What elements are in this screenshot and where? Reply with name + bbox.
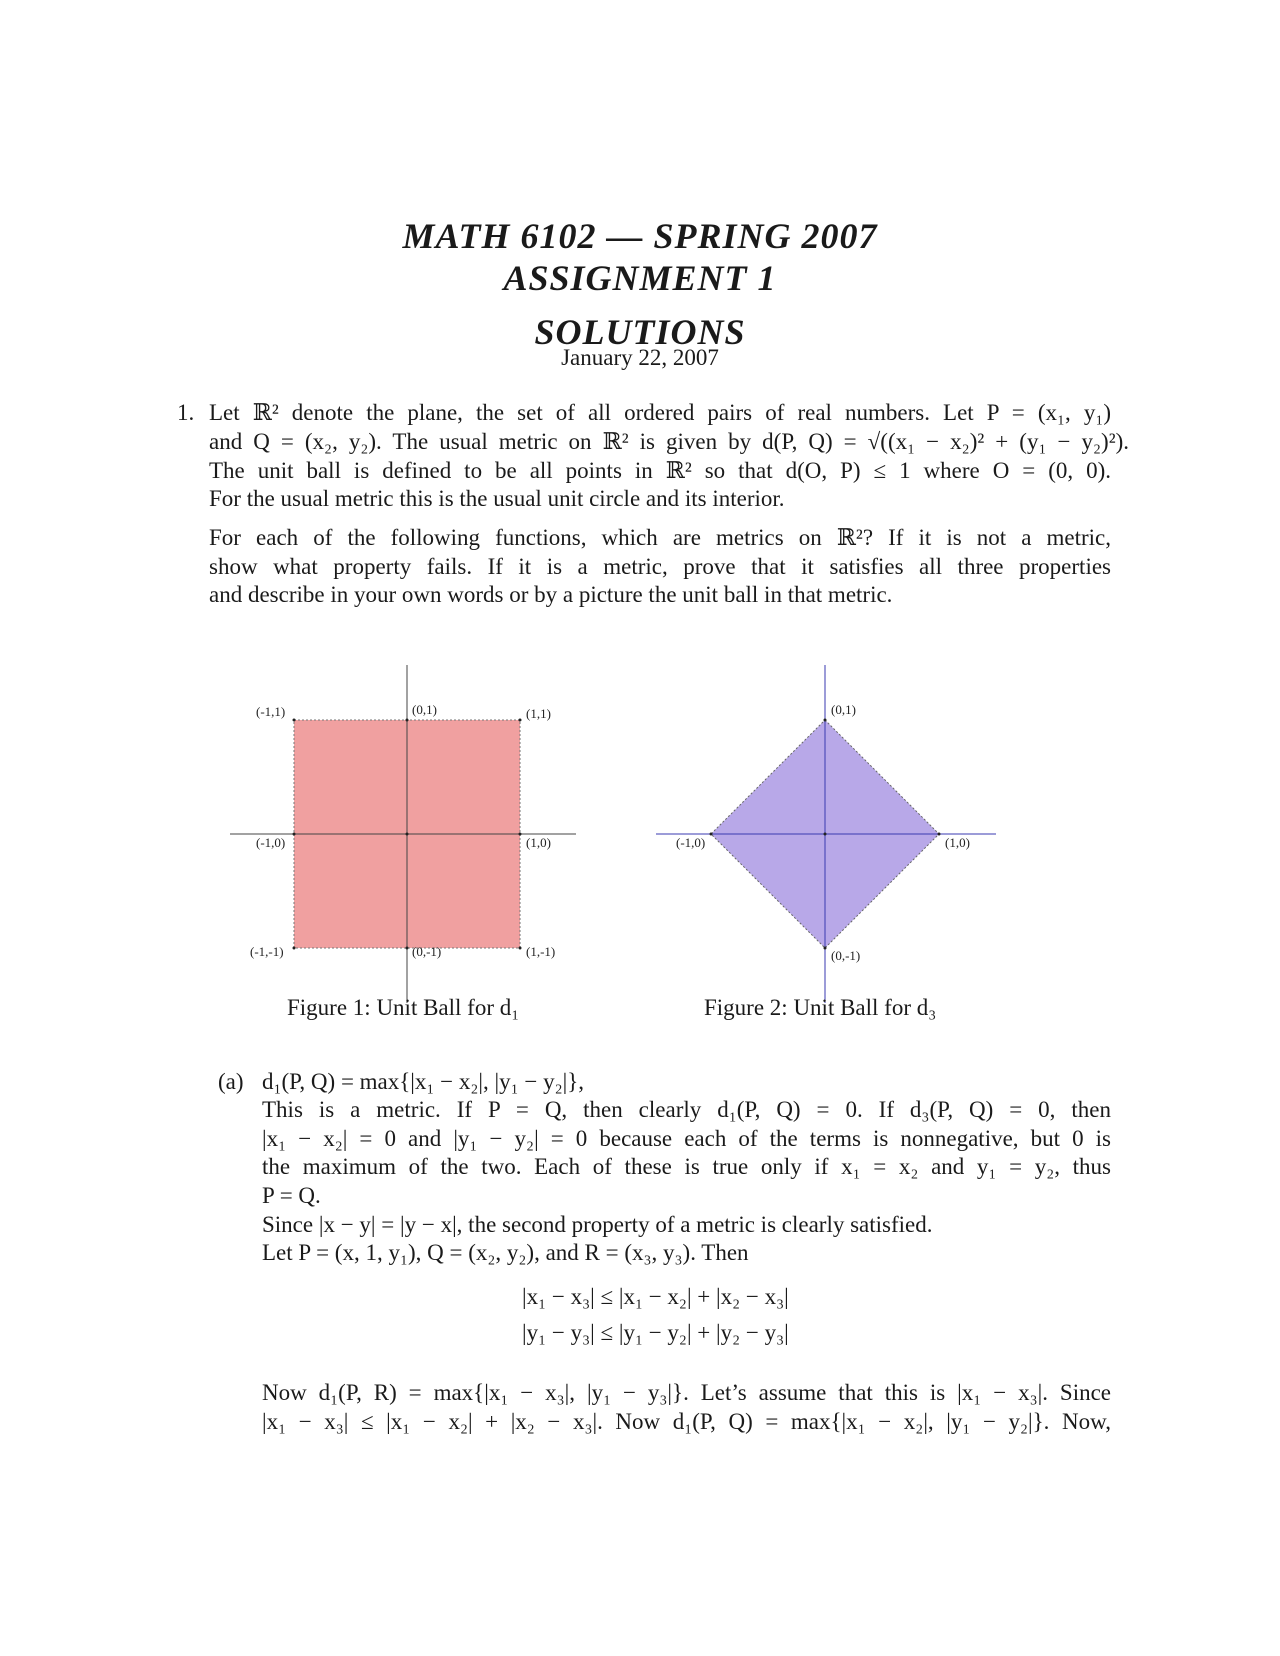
problem-number: 1. [177, 400, 195, 425]
label-1-1: (1,1) [526, 706, 551, 721]
part-a-line-5: Since |x − y| = |y − x|, the second property of a metric is clearly satisfied. [262, 1212, 933, 1237]
task-line-2: show what property fails. If it is a metric, prove that it satisfies all three properties [209, 554, 1111, 579]
part-a-line-3: the maximum of the two. Each of these is true only if x₁ = x₂ and y₁ = y₂, thus [262, 1154, 1111, 1179]
title-assignment: ASSIGNMENT 1 [503, 258, 777, 298]
label-neg1-neg1: (-1,-1) [250, 944, 284, 959]
part-a-line-6: Let P = (x, 1, y₁), Q = (x₂, y₂), and R = (x₃, y₃). Then [262, 1240, 749, 1265]
figure-1-unit-ball-square [230, 660, 590, 1005]
title-solutions: SOLUTIONS [534, 312, 746, 352]
label-1-neg1: (1,-1) [526, 944, 556, 959]
label-0-neg1: (0,-1) [412, 944, 442, 959]
task-line-1: For each of the following functions, which are metrics on ℝ²? If it is not a metric, [209, 525, 1111, 550]
label-0-1: (0,1) [412, 702, 437, 717]
label-1-0: (1,0) [526, 835, 551, 850]
part-a-definition: d₁(P, Q) = max{|x₁ − x₂|, |y₁ − y₂|}, [262, 1069, 585, 1094]
task-line-3: and describe in your own words or by a picture the unit ball in that metric. [209, 582, 893, 607]
label-neg1-0: (-1,0) [676, 835, 706, 850]
part-a-after-line-2: |x₁ − x₃| ≤ |x₁ − x₂| + |x₂ − x₃|. Now d₁(P, Q) = max{|x₁ − x₂|, |y₁ − y₂|}. Now, [262, 1409, 1111, 1434]
part-a-line-4: P = Q. [262, 1183, 321, 1208]
label-1-0: (1,0) [945, 835, 970, 850]
figure-2-caption: Figure 2: Unit Ball for d₃ [704, 995, 937, 1020]
label-neg1-1: (-1,1) [256, 704, 286, 719]
title-course: MATH 6102 — SPRING 2007 [402, 216, 878, 256]
part-a-line-2: |x₁ − x₂| = 0 and |y₁ − y₂| = 0 because each of the terms is nonnegative, but 0 is [262, 1126, 1111, 1151]
part-a-label: (a) [218, 1069, 244, 1094]
part-a-after-line-1: Now d₁(P, R) = max{|x₁ − x₃|, |y₁ − y₃|}. Let’s assume that this is |x₁ − x₃|. Since [262, 1380, 1111, 1405]
date: January 22, 2007 [561, 345, 719, 370]
label-neg1-0: (-1,0) [256, 835, 286, 850]
intro-line-4: For the usual metric this is the usual unit circle and its interior. [209, 486, 785, 511]
label-0-neg1: (0,-1) [831, 948, 861, 963]
label-0-1: (0,1) [831, 702, 856, 717]
intro-line-3: The unit ball is defined to be all points in ℝ² so that d(O, P) ≤ 1 where O = (0, 0). [209, 458, 1111, 483]
part-a-line-1: This is a metric. If P = Q, then clearly d₁(P, Q) = 0. If d₃(P, Q) = 0, then [262, 1097, 1111, 1122]
intro-line-2: and Q = (x₂, y₂). The usual metric on ℝ² is given by d(P, Q) = √((x₁ − x₂)² + (y₁ − y₂)²). [209, 429, 1129, 454]
intro-line-1: Let ℝ² denote the plane, the set of all ordered pairs of real numbers. Let P = (x₁, y₁) [209, 400, 1111, 425]
display-equation-1: |x₁ − x₃| ≤ |x₁ − x₂| + |x₂ − x₃| [522, 1284, 789, 1309]
figure-1-caption: Figure 1: Unit Ball for d₁ [287, 995, 520, 1020]
display-equation-2: |y₁ − y₃| ≤ |y₁ − y₂| + |y₂ − y₃| [522, 1320, 789, 1345]
figure-2-unit-ball-diamond [650, 660, 1010, 1005]
